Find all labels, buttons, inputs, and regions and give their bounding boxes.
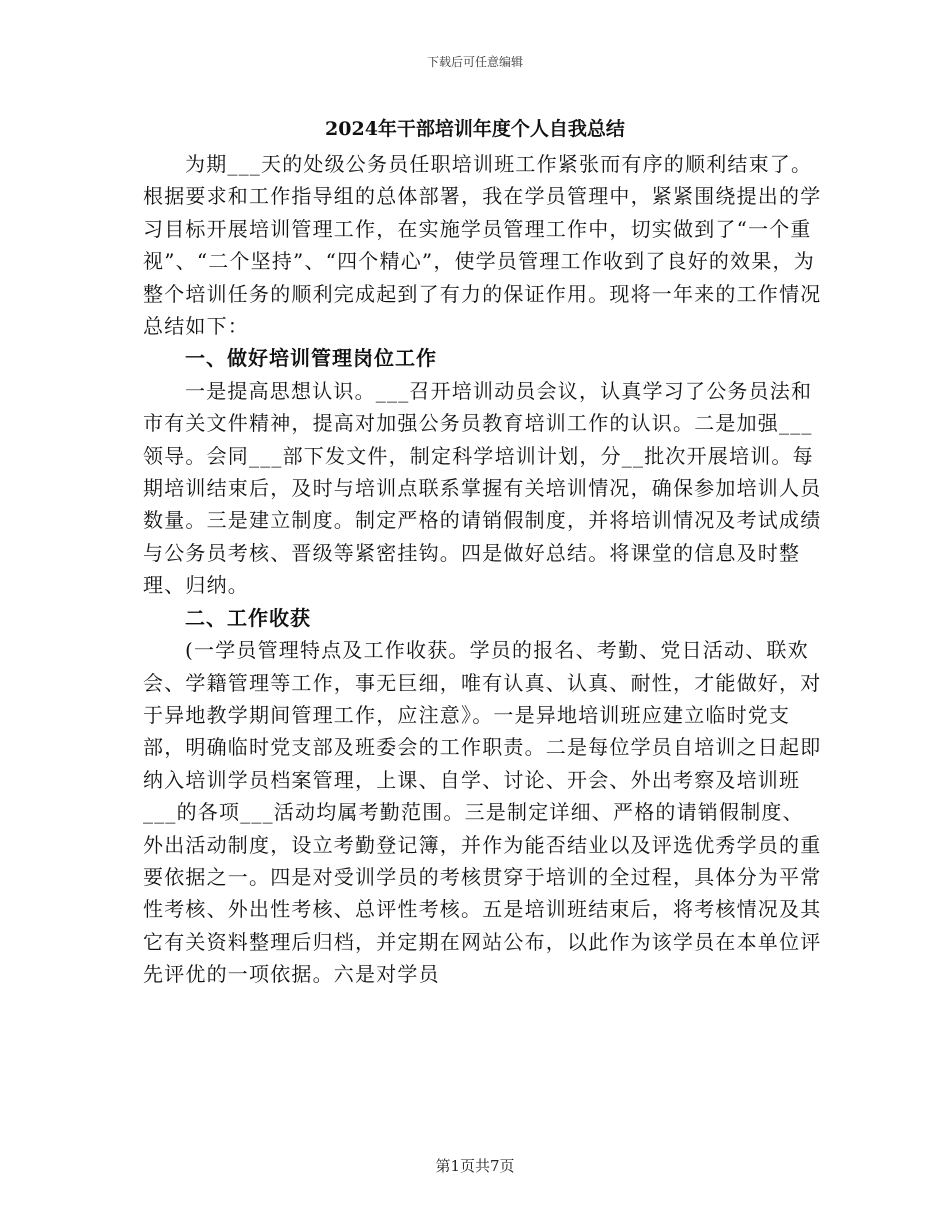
section-heading-2: 二、工作收获 (185, 605, 311, 630)
page-header-note: 下载后可任意编辑 (426, 55, 523, 69)
section-heading-1: 一、做好培训管理岗位工作 (185, 346, 437, 371)
document-title: 2024年干部培训年度个人自我总结 (325, 118, 625, 140)
intro-paragraph: 为期___天的处级公务员任职培训班工作紧张而有序的顺利结束了。根据要求和工作指导组的总体部署，我在学员管理中，紧紧围绕提出的学习目标开展培训管理工作，在实施学员管理工作中，切实做到了“一个重视”、“二个坚持”、“四个精心”，使学员管理工作收到了良好的效果，为整个培训任务的顺利完成起到了有力的保证作用。现将一年来的工作情况总结如下： (143, 152, 822, 339)
section-2-paragraph: (一学员管理特点及工作收获。学员的报名、考勤、党日活动、联欢会、学籍管理等工作，事无巨细，唯有认真、认真、耐性，才能做好，对于异地教学期间管理工作，应注意》。一是异地培训班应建立临时党支部，明确临时党支部及班委会的工作职责。二是每位学员自培训之日起即纳入培训学员档案管理，上课、自学、讨论、开会、外出考察及培训班___的各项___活动均属考勤范围。三是制定详细、严格的请销假制度、外出活动制度，设立考勤登记簿，并作为能否结业以及评选优秀学员的重要依据之一。四是对受训学员的考核贯穿于培训的全过程，具体分为平常性考核、外出性考核、总评性考核。五是培训班结束后，将考核情况及其它有关资料整理后归档，并定期在网站公布，以此作为该学员在本单位评先评优的一项依据。六是对学员 (143, 638, 822, 987)
page-number: 第1页共7页 (435, 1157, 515, 1175)
document-body (143, 148, 823, 991)
section-1-paragraph: 一是提高思想认识。___召开培训动员会议，认真学习了公务员法和市有关文件精神，提高对加强公务员教育培训工作的认识。二是加强___领导。会同___部下发文件，制定科学培训计划，分__批次开展培训。每期培训结束后，及时与培训点联系掌握有关培训情况，确保参加培训人员数量。三是建立制度。制定严格的请销假制度，并将培训情况及考试成绩与公务员考核、晋级等紧密挂钩。四是做好总结。将课堂的信息及时整理、归纳。 (143, 378, 822, 598)
